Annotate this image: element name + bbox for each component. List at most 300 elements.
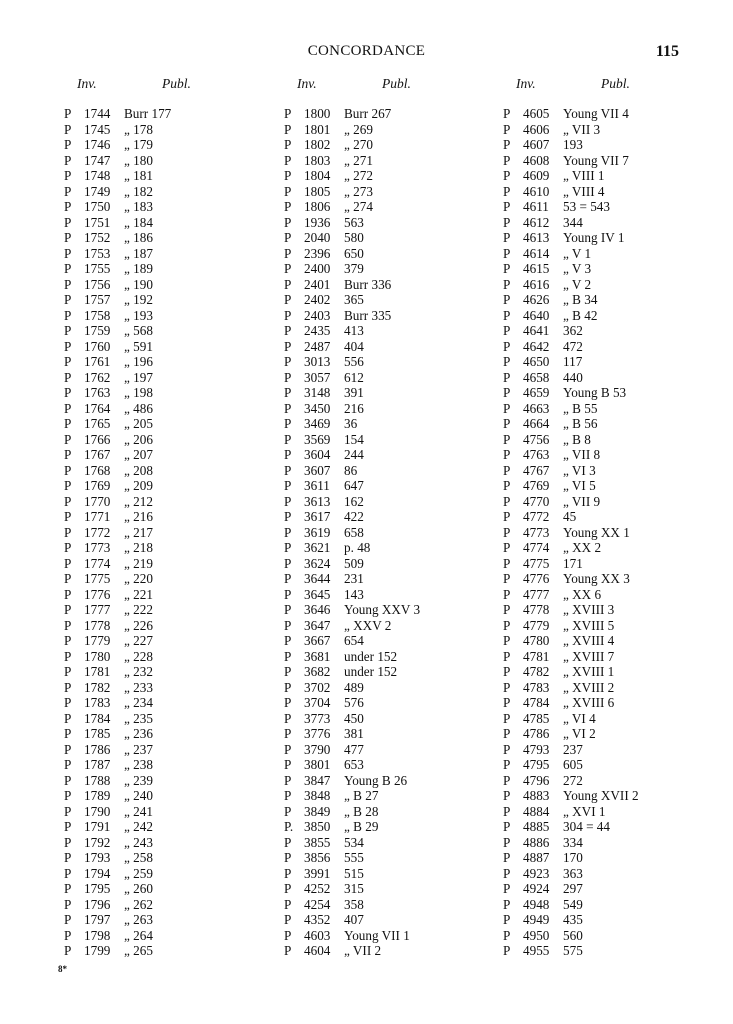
- inv-number-cell: 4604: [304, 943, 331, 958]
- concordance-column-2: [284, 76, 514, 959]
- publication-cell: „ VII 9: [563, 493, 601, 509]
- table-row: [64, 122, 294, 138]
- prefix-cell: P: [503, 664, 511, 679]
- table-row: [64, 928, 294, 944]
- prefix-cell: P: [503, 617, 511, 633]
- publication-cell: „ 189: [124, 261, 153, 276]
- table-row: [284, 199, 514, 215]
- publ-header: Publ.: [382, 76, 411, 91]
- prefix-cell: P: [503, 106, 511, 121]
- inv-number-cell: 1782: [84, 679, 111, 695]
- inv-number-cell: 4254: [304, 896, 331, 912]
- table-row: [503, 943, 733, 959]
- inv-number-cell: 4626: [523, 292, 550, 307]
- publication-cell: 45: [563, 509, 577, 524]
- inv-number-cell: 4776: [523, 571, 550, 586]
- prefix-cell: P: [503, 757, 511, 772]
- inv-number-cell: 2400: [304, 261, 331, 276]
- table-row: [503, 215, 733, 231]
- inv-number-cell: 2403: [304, 307, 331, 323]
- publication-cell: 365: [344, 292, 364, 307]
- column-header: [503, 76, 733, 106]
- prefix-cell: P: [64, 664, 72, 679]
- publication-cell: „ 264: [124, 927, 153, 943]
- prefix-cell: P: [503, 896, 511, 912]
- prefix-cell: P: [503, 881, 511, 896]
- table-row: [503, 866, 733, 882]
- inv-number-cell: 3850: [304, 819, 331, 834]
- publication-cell: „ B 28: [344, 803, 379, 819]
- publication-cell: „ VIII 4: [563, 183, 605, 199]
- publication-cell: „ 263: [124, 912, 153, 927]
- prefix-cell: P: [64, 927, 72, 943]
- prefix-cell: P: [284, 431, 292, 447]
- table-row: [284, 478, 514, 494]
- table-row: [503, 695, 733, 711]
- table-row: [284, 804, 514, 820]
- table-row: [64, 370, 294, 386]
- table-row: [503, 618, 733, 634]
- signature-mark: 8*: [58, 964, 67, 974]
- publication-cell: „ 272: [344, 168, 373, 183]
- table-row: [64, 447, 294, 463]
- table-row: [64, 866, 294, 882]
- prefix-cell: P: [284, 137, 292, 152]
- table-row: [503, 230, 733, 246]
- table-row: [503, 556, 733, 572]
- inv-number-cell: 3667: [304, 633, 331, 648]
- publication-cell: 477: [344, 741, 364, 757]
- inv-number-cell: 4784: [523, 695, 550, 710]
- prefix-cell: P: [64, 586, 72, 602]
- table-row: [503, 463, 733, 479]
- prefix-cell: P: [503, 261, 511, 276]
- publication-cell: „ VI 4: [563, 710, 596, 726]
- publication-cell: 391: [344, 385, 364, 400]
- table-row: [284, 773, 514, 789]
- inv-number-cell: 4763: [523, 447, 550, 462]
- publication-cell: „ 206: [124, 431, 153, 447]
- inv-number-cell: 1752: [84, 230, 111, 245]
- table-row: [64, 246, 294, 262]
- publication-cell: 143: [344, 586, 364, 602]
- publication-cell: „ 190: [124, 276, 153, 292]
- table-row: [284, 153, 514, 169]
- table-row: [503, 370, 733, 386]
- publication-cell: „ 265: [124, 943, 153, 958]
- inv-header: Inv.: [516, 76, 536, 91]
- table-row: [64, 726, 294, 742]
- publication-cell: 117: [563, 354, 583, 369]
- publication-cell: 362: [563, 323, 583, 338]
- prefix-cell: P: [503, 338, 511, 354]
- prefix-cell: P: [503, 710, 511, 726]
- table-row: [284, 401, 514, 417]
- table-row: [503, 587, 733, 603]
- table-row: [503, 773, 733, 789]
- table-row: [284, 711, 514, 727]
- table-row: [503, 401, 733, 417]
- inv-number-cell: 4775: [523, 555, 550, 571]
- prefix-cell: P: [503, 726, 511, 741]
- inv-number-cell: 1750: [84, 199, 111, 214]
- prefix-cell: P: [284, 757, 292, 772]
- inv-number-cell: 4796: [523, 772, 550, 788]
- table-row: [503, 153, 733, 169]
- prefix-cell: P: [64, 369, 72, 385]
- publication-cell: „ XVIII 2: [563, 679, 615, 695]
- table-row: [503, 757, 733, 773]
- publication-cell: „ 258: [124, 850, 153, 865]
- inv-number-cell: 2396: [304, 245, 331, 261]
- publication-cell: „ VIII 1: [563, 168, 605, 183]
- table-row: [503, 571, 733, 587]
- publication-cell: under 152: [344, 648, 398, 664]
- prefix-cell: P: [503, 245, 511, 261]
- publication-cell: „ 181: [124, 168, 153, 183]
- table-row: [503, 788, 733, 804]
- prefix-cell: P: [64, 896, 72, 912]
- publication-cell: 576: [344, 695, 364, 710]
- inv-number-cell: 4608: [523, 152, 550, 168]
- inv-number-cell: 1769: [84, 478, 111, 493]
- inv-number-cell: 3849: [304, 803, 331, 819]
- inv-number-cell: 1802: [304, 137, 331, 152]
- table-row: [64, 416, 294, 432]
- prefix-cell: P: [503, 555, 511, 571]
- table-row: [503, 835, 733, 851]
- table-row: [503, 416, 733, 432]
- prefix-cell: P: [64, 788, 72, 803]
- table-row: [284, 866, 514, 882]
- inv-number-cell: 1780: [84, 648, 111, 664]
- publication-cell: 363: [563, 865, 583, 881]
- table-row: [64, 292, 294, 308]
- prefix-cell: P: [284, 400, 292, 416]
- prefix-cell: P: [503, 912, 511, 927]
- inv-number-cell: 3644: [304, 571, 331, 586]
- prefix-cell: P: [64, 261, 72, 276]
- table-row: [284, 292, 514, 308]
- publication-cell: 170: [563, 850, 583, 865]
- prefix-cell: P: [64, 431, 72, 447]
- prefix-cell: P: [284, 276, 292, 292]
- inv-number-cell: 1763: [84, 385, 111, 400]
- prefix-cell: P: [503, 633, 511, 648]
- inv-number-cell: 1755: [84, 261, 111, 276]
- inv-number-cell: 1801: [304, 121, 331, 137]
- publication-cell: „ 196: [124, 354, 153, 369]
- inv-number-cell: 4767: [523, 462, 550, 478]
- inv-number-cell: 4786: [523, 726, 550, 741]
- table-row: [284, 215, 514, 231]
- inv-number-cell: 4756: [523, 431, 550, 447]
- prefix-cell: P: [64, 245, 72, 261]
- table-row: [503, 199, 733, 215]
- inv-number-cell: 4603: [304, 927, 331, 943]
- publication-cell: „ XX 6: [563, 586, 602, 602]
- table-row: [284, 525, 514, 541]
- publication-cell: Young B 26: [344, 772, 408, 788]
- inv-number-cell: 1762: [84, 369, 111, 385]
- prefix-cell: P: [284, 354, 292, 369]
- publication-cell: 650: [344, 245, 364, 261]
- table-row: [284, 850, 514, 866]
- publication-cell: 237: [563, 741, 583, 757]
- inv-number-cell: 1751: [84, 214, 111, 230]
- publication-cell: „ 192: [124, 292, 153, 307]
- inv-number-cell: 4609: [523, 168, 550, 183]
- publication-cell: 404: [344, 338, 364, 354]
- prefix-cell: P: [64, 168, 72, 183]
- inv-number-cell: 1785: [84, 726, 111, 741]
- prefix-cell: P: [64, 292, 72, 307]
- publication-cell: 216: [344, 400, 364, 416]
- table-row: [64, 680, 294, 696]
- table-row: [284, 928, 514, 944]
- publication-cell: 36: [344, 416, 358, 431]
- table-row: [503, 742, 733, 758]
- prefix-cell: P: [284, 447, 292, 462]
- table-row: [503, 897, 733, 913]
- publication-cell: „ B 34: [563, 292, 598, 307]
- table-row: [503, 385, 733, 401]
- inv-number-cell: 4641: [523, 323, 550, 338]
- inv-number-cell: 3704: [304, 695, 331, 710]
- publication-cell: 413: [344, 323, 364, 338]
- table-row: [503, 184, 733, 200]
- table-row: [503, 819, 733, 835]
- publication-cell: 489: [344, 679, 364, 695]
- publication-cell: „ B 29: [344, 819, 379, 834]
- publication-cell: „ 271: [344, 152, 373, 168]
- inv-number-cell: 4883: [523, 788, 550, 803]
- table-row: [284, 540, 514, 556]
- table-row: [64, 277, 294, 293]
- table-row: [284, 571, 514, 587]
- publication-cell: „ 184: [124, 214, 153, 230]
- inv-number-cell: 1781: [84, 664, 111, 679]
- table-row: [64, 215, 294, 231]
- prefix-cell: P: [64, 679, 72, 695]
- table-row: [64, 943, 294, 959]
- inv-number-cell: 4613: [523, 230, 550, 245]
- prefix-cell: P: [503, 571, 511, 586]
- prefix-cell: P: [284, 245, 292, 261]
- table-row: [284, 494, 514, 510]
- table-row: [64, 819, 294, 835]
- publication-cell: Young XX 1: [563, 524, 630, 540]
- inv-number-cell: 3569: [304, 431, 331, 447]
- inv-number-cell: 4616: [523, 276, 550, 292]
- publication-cell: „ 217: [124, 524, 153, 540]
- prefix-cell: P: [284, 602, 292, 617]
- publication-cell: 422: [344, 509, 364, 524]
- table-row: [284, 184, 514, 200]
- publication-cell: Young XVII 2: [563, 788, 639, 803]
- publication-cell: „ 183: [124, 199, 153, 214]
- inv-number-cell: 4783: [523, 679, 550, 695]
- publication-cell: „ 226: [124, 617, 153, 633]
- publication-cell: 297: [563, 881, 583, 896]
- inv-number-cell: 1747: [84, 152, 111, 168]
- publication-cell: „ 262: [124, 896, 153, 912]
- table-row: [64, 649, 294, 665]
- table-row: [503, 633, 733, 649]
- inv-number-cell: 1753: [84, 245, 111, 261]
- prefix-cell: P: [284, 338, 292, 354]
- prefix-cell: P: [64, 571, 72, 586]
- table-row: [503, 881, 733, 897]
- inv-number-cell: 4658: [523, 369, 550, 385]
- prefix-cell: P: [284, 292, 292, 307]
- publication-cell: „ XVIII 7: [563, 648, 615, 664]
- inv-number-cell: 1760: [84, 338, 111, 354]
- publication-cell: „ 209: [124, 478, 153, 493]
- publication-cell: 450: [344, 710, 364, 726]
- inv-number-cell: 4612: [523, 214, 550, 230]
- table-row: [64, 788, 294, 804]
- publication-cell: 304 = 44: [563, 819, 610, 834]
- inv-number-cell: 3848: [304, 788, 331, 803]
- table-row: [284, 680, 514, 696]
- page-number: 115: [655, 43, 679, 60]
- table-row: [503, 122, 733, 138]
- inv-number-cell: 3801: [304, 757, 331, 772]
- publication-cell: „ 220: [124, 571, 153, 586]
- prefix-cell: P: [503, 168, 511, 183]
- prefix-cell: P: [503, 943, 511, 958]
- inv-number-cell: 3057: [304, 369, 331, 385]
- prefix-cell: P: [284, 896, 292, 912]
- prefix-cell: P: [284, 509, 292, 524]
- publication-cell: „ B 42: [563, 307, 598, 323]
- publication-cell: „ 273: [344, 183, 373, 199]
- table-row: [64, 137, 294, 153]
- prefix-cell: P: [284, 571, 292, 586]
- prefix-cell: P: [64, 850, 72, 865]
- table-row: [284, 587, 514, 603]
- publication-cell: „ V 2: [563, 276, 592, 292]
- publication-cell: 580: [344, 230, 364, 245]
- publication-cell: „ 568: [124, 323, 153, 338]
- publication-cell: Young VII 1: [344, 927, 410, 943]
- table-row: [284, 137, 514, 153]
- inv-number-cell: 1791: [84, 819, 111, 834]
- column-rows: [503, 106, 733, 959]
- publication-cell: 556: [344, 354, 364, 369]
- inv-number-cell: 3450: [304, 400, 331, 416]
- publication-cell: 515: [344, 865, 364, 881]
- prefix-cell: P: [64, 803, 72, 819]
- prefix-cell: P: [503, 447, 511, 462]
- publication-cell: „ XVIII 6: [563, 695, 615, 710]
- publication-cell: „ VII 2: [344, 943, 382, 958]
- publication-cell: „ B 55: [563, 400, 598, 416]
- publication-cell: „ XVI 1: [563, 803, 606, 819]
- publication-cell: under 152: [344, 664, 398, 679]
- prefix-cell: P: [64, 230, 72, 245]
- prefix-cell: P: [64, 617, 72, 633]
- inv-number-cell: 3855: [304, 834, 331, 850]
- table-row: [503, 928, 733, 944]
- prefix-cell: P: [503, 509, 511, 524]
- table-row: [503, 354, 733, 370]
- publication-cell: „ 240: [124, 788, 153, 803]
- table-row: [503, 680, 733, 696]
- prefix-cell: P: [503, 369, 511, 385]
- inv-number-cell: 4772: [523, 509, 550, 524]
- publication-cell: „ 187: [124, 245, 153, 261]
- concordance-column-3: [503, 76, 733, 959]
- inv-number-cell: 1757: [84, 292, 111, 307]
- table-row: [64, 463, 294, 479]
- inv-number-cell: 1774: [84, 555, 111, 571]
- publication-cell: „ 180: [124, 152, 153, 168]
- prefix-cell: P: [503, 230, 511, 245]
- prefix-cell: P: [64, 183, 72, 199]
- table-row: [284, 354, 514, 370]
- table-row: [503, 339, 733, 355]
- prefix-cell: P: [503, 741, 511, 757]
- table-row: [284, 463, 514, 479]
- prefix-cell: P: [284, 788, 292, 803]
- inv-number-cell: 1766: [84, 431, 111, 447]
- publication-cell: 193: [563, 137, 583, 152]
- publication-cell: „ 274: [344, 199, 373, 214]
- inv-number-cell: 4782: [523, 664, 550, 679]
- prefix-cell: P: [503, 602, 511, 617]
- inv-number-cell: 1746: [84, 137, 111, 152]
- publication-cell: „ XVIII 5: [563, 617, 615, 633]
- prefix-cell: P: [64, 633, 72, 648]
- prefix-cell: P: [503, 819, 511, 834]
- prefix-cell: P: [64, 323, 72, 338]
- table-row: [284, 835, 514, 851]
- inv-number-cell: 3681: [304, 648, 331, 664]
- inv-number-cell: 3613: [304, 493, 331, 509]
- publication-cell: 612: [344, 369, 364, 385]
- publication-cell: Burr 336: [344, 276, 392, 292]
- publication-cell: 509: [344, 555, 364, 571]
- table-row: [284, 308, 514, 324]
- inv-number-cell: 3856: [304, 850, 331, 865]
- table-row: [64, 540, 294, 556]
- inv-number-cell: 1773: [84, 540, 111, 555]
- inv-number-cell: 4955: [523, 943, 550, 958]
- table-row: [284, 122, 514, 138]
- prefix-cell: P: [64, 741, 72, 757]
- prefix-cell: P: [64, 540, 72, 555]
- inv-number-cell: 1748: [84, 168, 111, 183]
- table-row: [64, 757, 294, 773]
- publ-header: Publ.: [601, 76, 630, 91]
- publication-cell: „ 241: [124, 803, 153, 819]
- prefix-cell: P: [64, 757, 72, 772]
- table-row: [64, 153, 294, 169]
- inv-number-cell: 1775: [84, 571, 111, 586]
- prefix-cell: P: [503, 416, 511, 431]
- publication-cell: 231: [344, 571, 364, 586]
- table-row: [64, 525, 294, 541]
- table-row: [284, 261, 514, 277]
- publication-cell: „ 269: [344, 121, 373, 137]
- inv-number-cell: 4769: [523, 478, 550, 493]
- column-rows: [284, 106, 514, 959]
- inv-number-cell: 3469: [304, 416, 331, 431]
- publication-cell: 658: [344, 524, 364, 540]
- inv-number-cell: 1794: [84, 865, 111, 881]
